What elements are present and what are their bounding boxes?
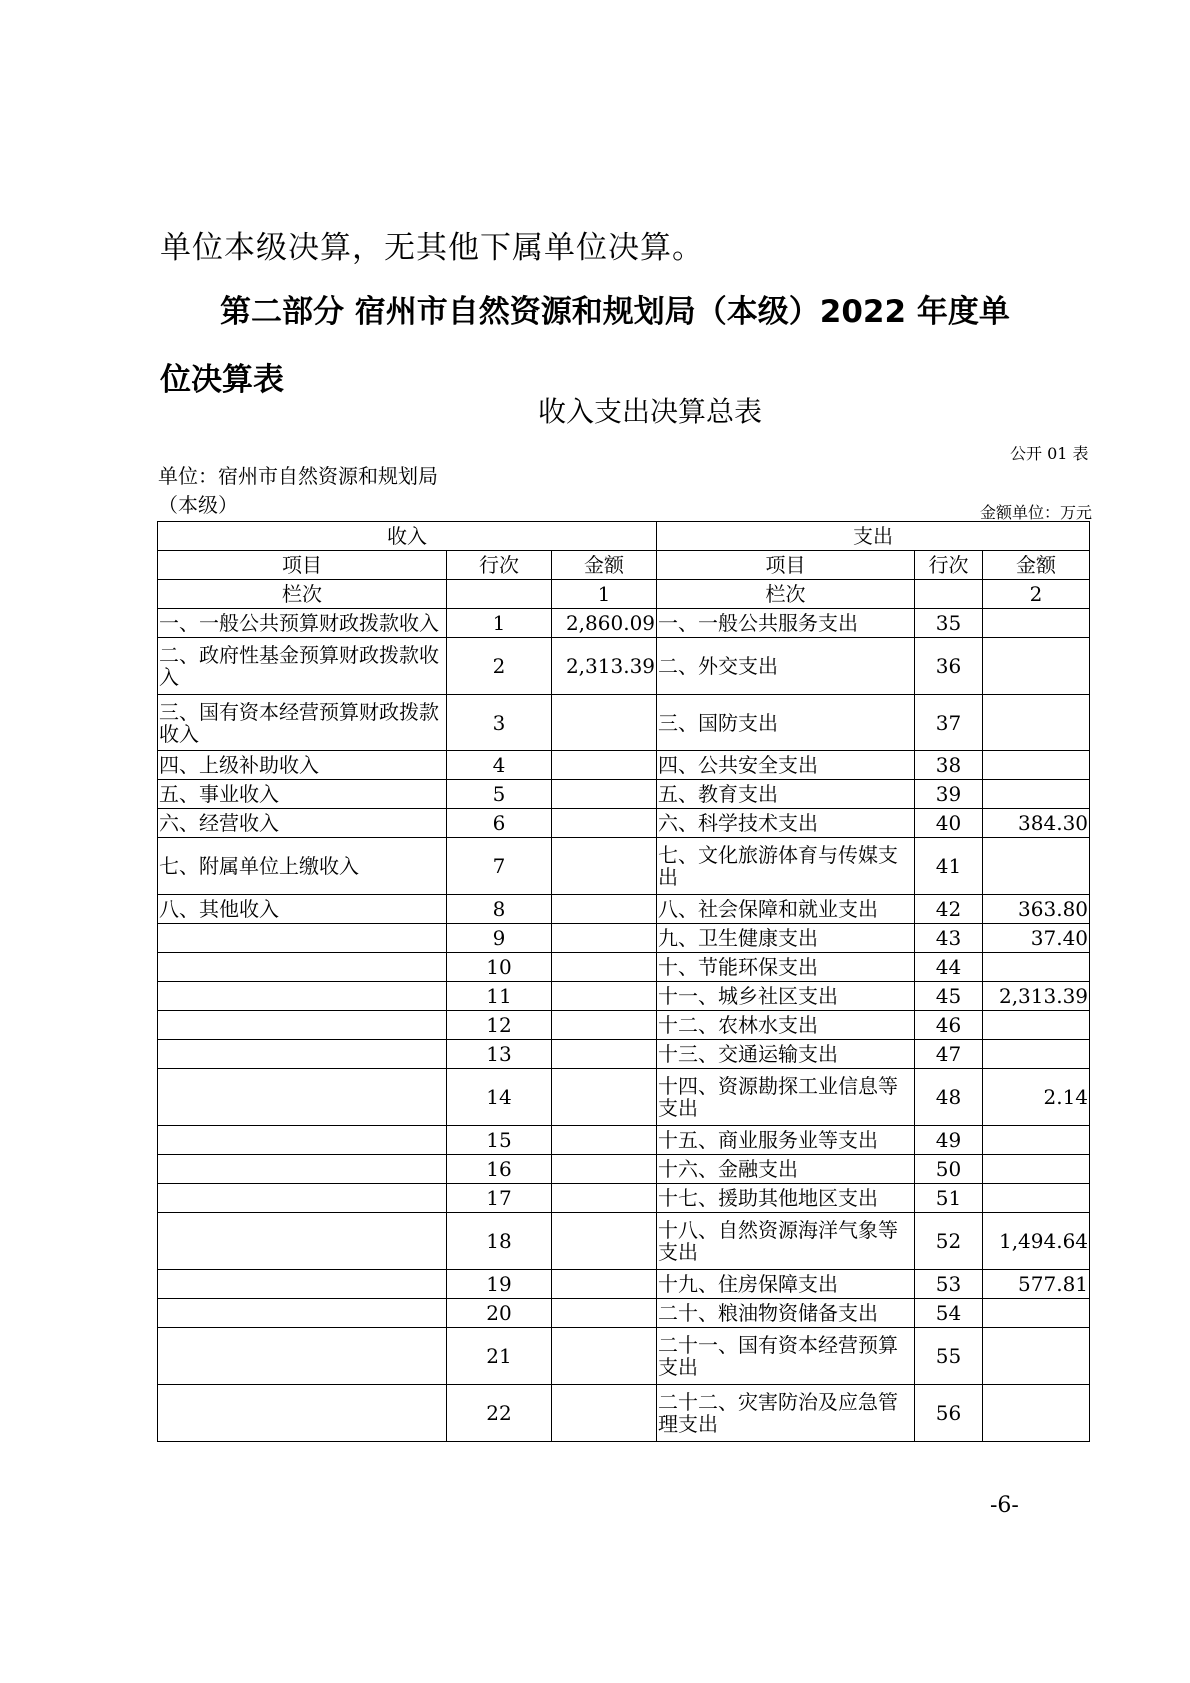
expense-row-no-cell: 50 [915, 1155, 983, 1184]
expense-amount-cell [983, 695, 1090, 751]
income-header: 收入 [158, 522, 657, 551]
table-row [158, 1040, 1090, 1069]
expense-row-no-cell: 52 [915, 1213, 983, 1270]
table-row [158, 924, 1090, 953]
income-amount-cell [552, 838, 657, 895]
income-amount-cell: 2,313.39 [552, 638, 657, 695]
expense-item-cell: 十、节能环保支出 [657, 953, 915, 982]
expense-row-no-cell: 54 [915, 1299, 983, 1328]
table-row [158, 1155, 1090, 1184]
expense-item-cell: 二十、粮油物资储备支出 [657, 1299, 915, 1328]
income-item-cell [158, 1328, 447, 1385]
expense-row-no-cell: 38 [915, 751, 983, 780]
income-item-cell: 六、经营收入 [158, 809, 447, 838]
income-row-no-cell: 7 [447, 838, 552, 895]
table-row [158, 1069, 1090, 1126]
income-amount-cell [552, 809, 657, 838]
income-item-cell: 二、政府性基金预算财政拨款收入 [158, 638, 447, 695]
table-row [158, 751, 1090, 780]
expense-item-cell: 一、一般公共服务支出 [657, 609, 915, 638]
income-amount-cell [552, 1011, 657, 1040]
expense-column-label: 栏次 [657, 580, 915, 609]
expense-amount-cell [983, 1011, 1090, 1040]
expense-item-cell: 十三、交通运输支出 [657, 1040, 915, 1069]
expense-item-cell: 十八、自然资源海洋气象等支出 [657, 1213, 915, 1270]
expense-amount-cell: 1,494.64 [983, 1213, 1090, 1270]
expense-row-no-cell: 42 [915, 895, 983, 924]
income-amount-cell [552, 1126, 657, 1155]
expense-row-no-cell: 37 [915, 695, 983, 751]
income-item-cell [158, 1069, 447, 1126]
expense-item-cell: 十一、城乡社区支出 [657, 982, 915, 1011]
table-title: 收入支出决算总表 [537, 395, 762, 428]
expense-row-no-cell: 46 [915, 1011, 983, 1040]
income-row-no-cell: 9 [447, 924, 552, 953]
expense-item-cell: 二、外交支出 [657, 638, 915, 695]
income-item-cell [158, 1385, 447, 1442]
income-amount-cell [552, 1385, 657, 1442]
income-item-cell [158, 1040, 447, 1069]
expense-item-cell: 十九、住房保障支出 [657, 1270, 915, 1299]
table-row [158, 809, 1090, 838]
income-item-cell: 七、附属单位上缴收入 [158, 838, 447, 895]
expense-row-no-cell: 47 [915, 1040, 983, 1069]
table-row [158, 1184, 1090, 1213]
expense-item-cell: 六、科学技术支出 [657, 809, 915, 838]
expense-row-no-cell: 35 [915, 609, 983, 638]
table-row [158, 895, 1090, 924]
income-item-cell: 四、上级补助收入 [158, 751, 447, 780]
expense-item-cell: 五、教育支出 [657, 780, 915, 809]
income-row-no-cell: 21 [447, 1328, 552, 1385]
expense-item-cell: 十四、资源勘探工业信息等支出 [657, 1069, 915, 1126]
expense-col-index: 2 [983, 580, 1090, 609]
income-item-header: 项目 [158, 551, 447, 580]
expense-row-no-index [915, 580, 983, 609]
income-row-no-cell: 20 [447, 1299, 552, 1328]
expense-row-no-cell: 39 [915, 780, 983, 809]
expense-row-no-cell: 43 [915, 924, 983, 953]
income-item-cell [158, 1155, 447, 1184]
income-row-no-cell: 19 [447, 1270, 552, 1299]
income-row-no-cell: 2 [447, 638, 552, 695]
table-row [158, 1328, 1090, 1385]
expense-amount-cell [983, 1126, 1090, 1155]
income-amount-cell [552, 1155, 657, 1184]
expense-item-cell: 九、卫生健康支出 [657, 924, 915, 953]
expense-item-cell: 四、公共安全支出 [657, 751, 915, 780]
income-row-no-cell: 5 [447, 780, 552, 809]
expense-row-no-cell: 53 [915, 1270, 983, 1299]
income-amount-cell [552, 982, 657, 1011]
reporting-unit: 单位：宿州市自然资源和规划局（本级） [158, 464, 438, 517]
expense-amount-cell [983, 780, 1090, 809]
income-col-index: 1 [552, 580, 657, 609]
income-expense-table [157, 521, 1090, 1442]
expense-row-no-cell: 40 [915, 809, 983, 838]
expense-amount-header: 金额 [983, 551, 1090, 580]
income-amount-cell [552, 1069, 657, 1126]
income-item-cell [158, 953, 447, 982]
income-item-cell: 五、事业收入 [158, 780, 447, 809]
table-row [158, 1213, 1090, 1270]
expense-row-no-cell: 44 [915, 953, 983, 982]
table-row [158, 780, 1090, 809]
expense-row-no-cell: 51 [915, 1184, 983, 1213]
expense-amount-cell: 363.80 [983, 895, 1090, 924]
income-row-no-cell: 10 [447, 953, 552, 982]
expense-amount-cell: 384.30 [983, 809, 1090, 838]
expense-amount-cell: 37.40 [983, 924, 1090, 953]
table-row [158, 838, 1090, 895]
expense-row-no-cell: 45 [915, 982, 983, 1011]
table-row [158, 695, 1090, 751]
expense-amount-cell [983, 1385, 1090, 1442]
income-item-cell: 八、其他收入 [158, 895, 447, 924]
income-amount-cell [552, 1040, 657, 1069]
income-row-no-cell: 16 [447, 1155, 552, 1184]
income-item-cell [158, 1011, 447, 1040]
expense-amount-cell [983, 638, 1090, 695]
expense-amount-cell [983, 953, 1090, 982]
income-row-no-cell: 14 [447, 1069, 552, 1126]
income-row-no-cell: 18 [447, 1213, 552, 1270]
expense-row-no-cell: 48 [915, 1069, 983, 1126]
expense-amount-cell: 577.81 [983, 1270, 1090, 1299]
income-amount-cell [552, 751, 657, 780]
income-row-no-cell: 6 [447, 809, 552, 838]
expense-amount-cell [983, 838, 1090, 895]
table-row [158, 1270, 1090, 1299]
expense-item-cell: 三、国防支出 [657, 695, 915, 751]
page-number: -6- [990, 1493, 1019, 1518]
expense-item-cell: 二十二、灾害防治及应急管理支出 [657, 1385, 915, 1442]
income-item-cell [158, 982, 447, 1011]
expense-row-no-header: 行次 [915, 551, 983, 580]
expense-amount-cell [983, 1299, 1090, 1328]
income-item-cell [158, 1299, 447, 1328]
expense-amount-cell [983, 751, 1090, 780]
expense-amount-cell [983, 609, 1090, 638]
income-row-no-cell: 8 [447, 895, 552, 924]
expense-amount-cell: 2.14 [983, 1069, 1090, 1126]
table-row [158, 1385, 1090, 1442]
income-row-no-cell: 3 [447, 695, 552, 751]
expense-row-no-cell: 49 [915, 1126, 983, 1155]
income-row-no-cell: 12 [447, 1011, 552, 1040]
expense-amount-cell [983, 1155, 1090, 1184]
income-amount-cell: 2,860.09 [552, 609, 657, 638]
income-item-cell [158, 924, 447, 953]
expense-row-no-cell: 56 [915, 1385, 983, 1442]
expense-item-cell: 二十一、国有资本经营预算支出 [657, 1328, 915, 1385]
income-row-no-cell: 22 [447, 1385, 552, 1442]
section-title: 第二部分 宿州市自然资源和规划局（本级）2022 年度单位决算表 [160, 294, 1010, 398]
amount-unit: 金额单位：万元 [980, 503, 1093, 522]
income-row-no-index [447, 580, 552, 609]
income-amount-cell [552, 924, 657, 953]
income-amount-cell [552, 953, 657, 982]
expense-row-no-cell: 36 [915, 638, 983, 695]
income-row-no-cell: 1 [447, 609, 552, 638]
table-row [158, 953, 1090, 982]
expense-item-header: 项目 [657, 551, 915, 580]
expense-amount-cell: 2,313.39 [983, 982, 1090, 1011]
income-column-label: 栏次 [158, 580, 447, 609]
income-amount-cell [552, 1299, 657, 1328]
income-row-no-header: 行次 [447, 551, 552, 580]
income-item-cell [158, 1126, 447, 1155]
income-amount-cell [552, 1213, 657, 1270]
income-amount-header: 金额 [552, 551, 657, 580]
header-row-column-index [158, 580, 1090, 609]
income-amount-cell [552, 1328, 657, 1385]
expense-item-cell: 十七、援助其他地区支出 [657, 1184, 915, 1213]
expense-item-cell: 七、文化旅游体育与传媒支出 [657, 838, 915, 895]
header-row-group [158, 522, 1090, 551]
table-row [158, 1011, 1090, 1040]
income-amount-cell [552, 780, 657, 809]
income-amount-cell [552, 1270, 657, 1299]
income-amount-cell [552, 1184, 657, 1213]
expense-amount-cell [983, 1328, 1090, 1385]
header-row-columns [158, 551, 1090, 580]
income-item-cell [158, 1184, 447, 1213]
income-amount-cell [552, 695, 657, 751]
table-row [158, 638, 1090, 695]
table-row [158, 1299, 1090, 1328]
expense-header: 支出 [657, 522, 1090, 551]
expense-item-cell: 十二、农林水支出 [657, 1011, 915, 1040]
expense-item-cell: 十五、商业服务业等支出 [657, 1126, 915, 1155]
table-row [158, 1126, 1090, 1155]
table-row [158, 982, 1090, 1011]
form-number: 公开 01 表 [1010, 444, 1089, 463]
expense-row-no-cell: 41 [915, 838, 983, 895]
income-row-no-cell: 13 [447, 1040, 552, 1069]
income-item-cell: 三、国有资本经营预算财政拨款收入 [158, 695, 447, 751]
income-amount-cell [552, 895, 657, 924]
expense-amount-cell [983, 1040, 1090, 1069]
income-item-cell [158, 1213, 447, 1270]
income-row-no-cell: 17 [447, 1184, 552, 1213]
expense-item-cell: 十六、金融支出 [657, 1155, 915, 1184]
table-row [158, 609, 1090, 638]
intro-paragraph: 单位本级决算，无其他下属单位决算。 [160, 230, 704, 266]
expense-row-no-cell: 55 [915, 1328, 983, 1385]
expense-amount-cell [983, 1184, 1090, 1213]
expense-item-cell: 八、社会保障和就业支出 [657, 895, 915, 924]
income-row-no-cell: 15 [447, 1126, 552, 1155]
income-item-cell [158, 1270, 447, 1299]
income-item-cell: 一、一般公共预算财政拨款收入 [158, 609, 447, 638]
income-row-no-cell: 4 [447, 751, 552, 780]
income-row-no-cell: 11 [447, 982, 552, 1011]
